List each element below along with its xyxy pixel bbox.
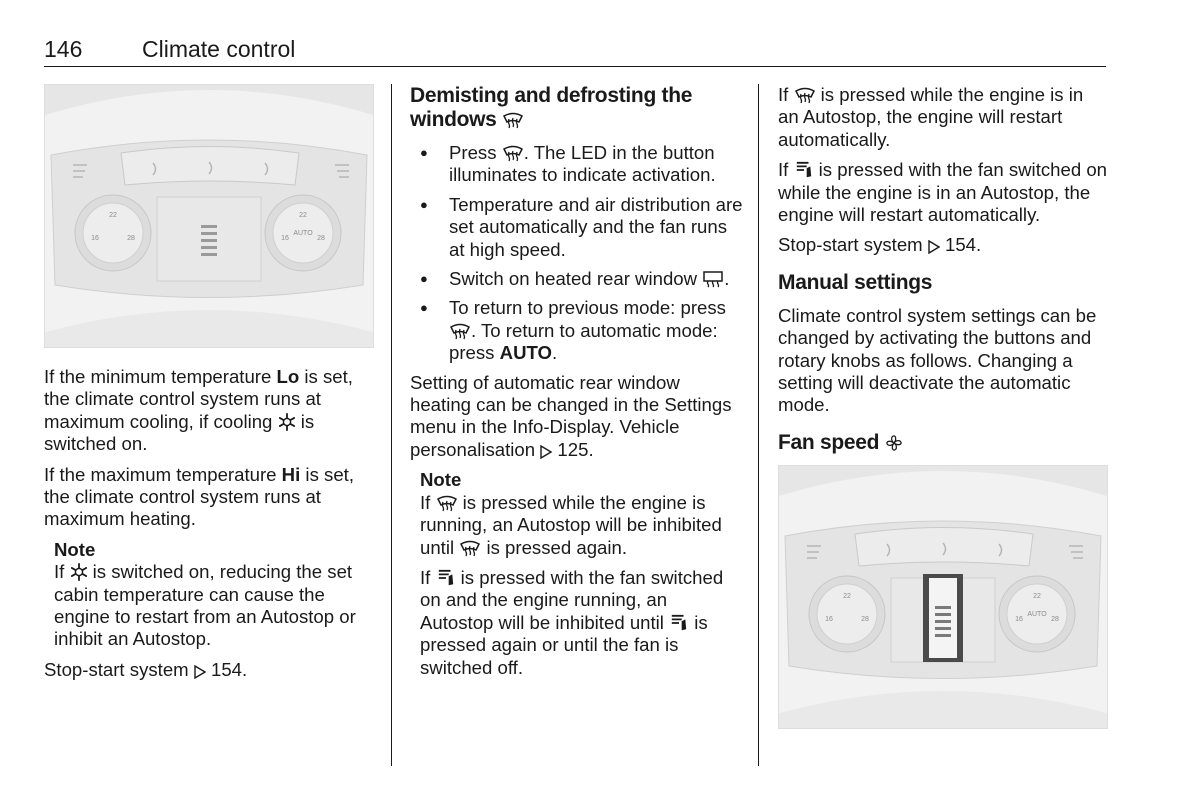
note-heading: Note <box>54 538 96 560</box>
windscreen-defrost-icon <box>459 539 481 557</box>
dial-left-low: 16 <box>91 235 99 242</box>
windscreen-defrost-icon <box>794 86 816 104</box>
paragraph-hi: If the maximum temperature Hi is set, the climate control system runs at maximum heating. <box>44 463 354 530</box>
windscreen-defrost-icon <box>502 111 524 129</box>
paragraph-rear-heating: Setting of automatic rear window heating can be changed in the Settings menu in the Info-Display. Vehicle personalisation 125. <box>410 371 732 460</box>
windscreen-defrost-icon <box>502 144 524 162</box>
note-text: If is pressed with the fan switched on and the engine running, an Autostop will be inhibited until is pressed again or until the fan is switched off. <box>420 566 724 678</box>
dial-right-auto: AUTO <box>293 230 313 237</box>
note-block <box>420 469 744 679</box>
paragraph-defrost-autostop: If is pressed while the engine is in an Autostop, the engine will restart automatically. <box>778 84 1084 150</box>
windscreen-defrost-icon <box>449 322 471 340</box>
note-text: If is pressed while the engine is running, an Autostop will be inhibited until is pressed again. <box>420 491 722 558</box>
heading-fan-speed: Fan speed <box>778 431 1108 455</box>
page-number: 146 <box>44 36 83 62</box>
reference-stop-start: Stop-start system 154. <box>778 234 982 256</box>
column-1 <box>44 84 374 689</box>
heading-manual-settings: Manual settings <box>778 270 933 294</box>
note-heading: Note <box>420 469 462 491</box>
dial-right-low: 16 <box>281 235 289 242</box>
windscreen-defrost-icon <box>436 494 458 512</box>
list-item: ● Switch on heated rear window . <box>410 268 744 290</box>
list-item: ● Press . The LED in the button illuminates to indicate activation. <box>410 142 744 187</box>
page-header <box>44 34 1106 67</box>
dial-left-high: 28 <box>127 235 135 242</box>
reference-stop-start: Stop-start system 154. <box>44 658 248 680</box>
fan-icon <box>885 434 903 452</box>
column-divider <box>758 84 759 766</box>
section-title: Climate control <box>142 36 296 62</box>
dial-right-auto: AUTO <box>1027 610 1047 618</box>
column-3 <box>778 84 1108 729</box>
page-reference-icon <box>540 445 552 459</box>
dial-left-top: 22 <box>109 212 117 219</box>
air-distribution-icon <box>794 161 814 179</box>
air-distribution-icon <box>436 569 456 587</box>
list-item: ● Temperature and air distribution are set automatically and the fan runs at high speed. <box>410 194 744 261</box>
dial-left-top: 22 <box>843 592 851 600</box>
dial-right-low: 16 <box>1015 615 1023 623</box>
snowflake-icon <box>278 413 296 431</box>
instruction-list <box>410 142 744 365</box>
column-divider <box>391 84 392 766</box>
dial-right-high: 28 <box>1051 615 1059 623</box>
dial-right-top: 22 <box>1033 592 1041 600</box>
paragraph-manual-settings: Climate control system settings can be changed by activating the buttons and rotary knobs as follows. Changing a setting will deactivate the automatic mode. <box>778 304 1097 416</box>
dial-left-low: 16 <box>825 615 833 623</box>
fan-panel-illustration <box>778 465 1108 729</box>
heading-demisting: Demisting and defrosting the windows <box>410 84 693 131</box>
list-item: ● To return to previous mode: press . To return to automatic mode: press AUTO. <box>410 297 744 364</box>
note-block <box>54 539 374 651</box>
snowflake-icon <box>70 563 88 581</box>
page-reference-icon <box>194 665 206 679</box>
rear-window-heat-icon <box>702 270 724 288</box>
dial-right-high: 28 <box>317 235 325 242</box>
air-distribution-icon <box>669 614 689 632</box>
note-text: If is switched on, reducing the set cabin temperature can cause the engine to restart from an Autostop or inhibit an Autostop. <box>54 561 356 650</box>
paragraph-lo: If the minimum temperature Lo is set, the climate control system runs at maximum cooling, if cooling is switched on. <box>44 366 353 455</box>
page-reference-icon <box>928 240 940 254</box>
dial-left-high: 28 <box>861 615 869 623</box>
column-2 <box>410 84 744 687</box>
dial-right-top: 22 <box>299 212 307 219</box>
climate-panel-illustration <box>44 84 374 348</box>
paragraph-air-autostop: If is pressed with the fan switched on while the engine is in an Autostop, the engine will restart automatically. <box>778 159 1108 226</box>
